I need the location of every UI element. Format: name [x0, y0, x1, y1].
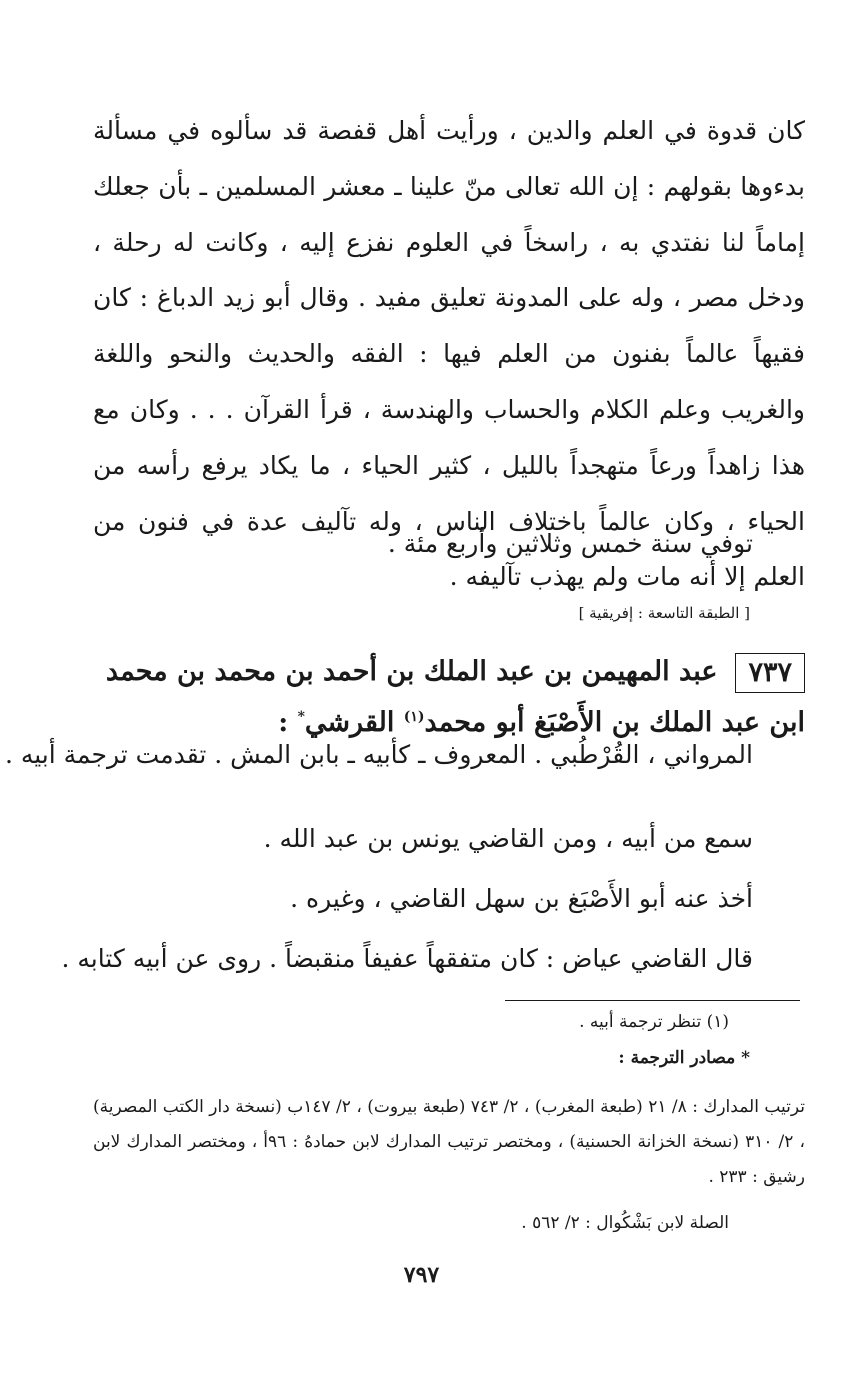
- sources-heading: * مصادر الترجمة :: [618, 1048, 750, 1068]
- page-number: ٧٩٧: [403, 1262, 440, 1288]
- entry-heading-line-1: [93, 646, 805, 697]
- sources-marker: *: [297, 709, 305, 725]
- footnote-divider: [505, 1000, 800, 1001]
- sources-text: ترتيب المدارك : ٨/ ٢١ (طبعة المغرب) ، ٢/ ٧٤٣ (طبعة بيروت) ، ٢/ ١٤٧ب (نسخة دار الكتب المصرية) ، ٢/ ٣١٠ (نسخة الخزانة الحسنية) ، ومختصر ترتيب المدارك لابن حمادهُ : ٩٦أ ، ومختصر المدارك لابن رشيق : ٢٣٣ .: [93, 1097, 806, 1187]
- entry-text-line: سمع من أبيه ، ومن القاضي يونس بن عبد الله .: [263, 824, 753, 853]
- entry-text-line: أخذ عنه أبو الأَصْبَغ بن سهل القاضي ، وغيره .: [290, 884, 753, 913]
- body-paragraph: كان قدوة في العلم والدين ، ورأيت أهل قفصة قد سألوه في مسألة بدءوها بقولهم : إن الله تعالى منّ علينا ـ معشر المسلمين ـ بأن جعلك إماماً لنا نفتدي به ، راسخاً في العلوم نفزع إليه ، وكانت له رحلة ، ودخل مصر ، وله على المدونة تعليق مفيد . وقال أبو زيد الدباغ : كان فقيهاً عالماً بفنون من العلم فيها : الفقه والحديث والنحو واللغة والغريب وعلم الكلام والحساب والهندسة ، قرأ القرآن . . . وكان مع هذا زاهداً ورعاً متهجداً بالليل ، كثير الحياء ، ما يكاد يرفع رأسه من الحياء ، وكان عالماً باختلاف الناس ، وله تآليف عدة في فنون من العلم إلا أنه مات ولم يهذب تآليفه .: [93, 116, 805, 592]
- footnote-marker: (١): [403, 709, 425, 725]
- sources-sila: الصلة لابن بَشْكُوال : ٢/ ٥٦٢ .: [521, 1213, 729, 1233]
- tabaqa-label: [ الطبقة التاسعة : إفريقية ]: [578, 604, 750, 622]
- entry-heading-colon: :: [278, 707, 298, 738]
- entry-number-box: ٧٣٧: [735, 653, 805, 693]
- entry-text-line: قال القاضي عياض : كان متفقهاً عفيفاً منقبضاً . روى عن أبيه كتابه .: [61, 944, 753, 973]
- footnote-1: (١) تنظر ترجمة أبيه .: [579, 1012, 729, 1032]
- entry-heading: [93, 646, 805, 748]
- entry-name-line-1: عبد المهيمن بن عبد الملك بن أحمد بن محمد بن محمد: [105, 656, 718, 687]
- entry-name-line-2a: ابن عبد الملك بن الأَصْبَغ أبو محمد: [424, 707, 805, 738]
- entry-text-line: المرواني ، القُرْطُبي . المعروف ـ كأبيه ـ بابن المش . تقدمت ترجمة أبيه .: [4, 740, 753, 769]
- death-year-line: توفي سنة خمس وثلاثين وأربع مئة .: [387, 529, 753, 558]
- entry-name-line-2b: القرشي: [304, 707, 404, 738]
